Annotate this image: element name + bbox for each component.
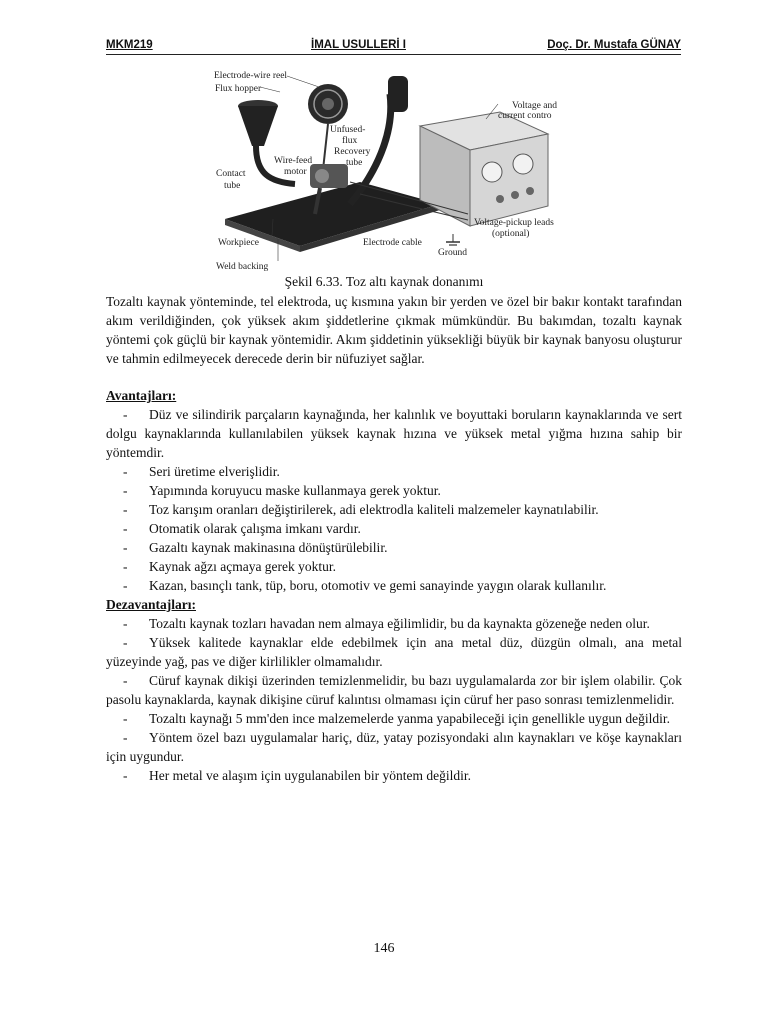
- course-title: İMAL USULLERİ I: [311, 39, 406, 51]
- list-item: [106, 709, 682, 728]
- list-dash: -: [123, 483, 128, 498]
- label-unfused-2: flux: [342, 136, 358, 146]
- label-unfused-1: Unfused-: [330, 125, 366, 135]
- reel-hub: [322, 98, 334, 110]
- intro-paragraph: Tozaltı kaynak yönteminde, tel elektroda, uç kısmına yakın bir yerden ve özel bir bakır kontakt tarafından akım verildiğinden, çok yüksek akım şiddetlerine çıkmak mümkündür. Bu bakımdan, tozaltı kaynak yöntemi çok güçlü bir kaynak yöntemidir. Akım şiddetinin yüksekliği büyük bir kaynak banyosu oluşturur ve tahmin edilmeyecek derecede derin bir nüfuziyet sağlar.: [106, 294, 682, 366]
- list-item-text: Tozaltı kaynağı 5 mm'den ince malzemelerde yanma yapabileceği için genellikle uygun değildir.: [149, 711, 671, 726]
- list-item-text: Kazan, basınçlı tank, tüp, boru, otomotiv ve gemi sanayinde yaygın olarak kullanılır.: [149, 578, 607, 593]
- author-name: Doç. Dr. Mustafa GÜNAY: [547, 39, 681, 51]
- figure-caption: Şekil 6.33. Toz altı kaynak donanımı: [284, 274, 484, 289]
- list-dash: -: [123, 407, 128, 422]
- leader-reel: [287, 76, 322, 88]
- list-item-text: Cüruf kaynak dikişi üzerinden temizlenmelidir, bu bazı uygulamalarda zor bir işlem olabilir. Çok pasolu kaynaklarda, kaynak dikişine cüruf kalıntısı olmaması için cüruf her paso sonrası temizlenmelidir.: [106, 673, 682, 707]
- list-item-text: Toz karışım oranları değiştirilerek, adi elektrodla kaliteli malzemeler kaynatılabilir.: [149, 502, 599, 517]
- control-knob-3: [526, 187, 534, 195]
- advantages-list: [106, 405, 682, 595]
- label-voltage-2: current contro: [498, 111, 552, 121]
- list-dash: -: [123, 673, 128, 688]
- list-item: [106, 557, 682, 576]
- label-wirefeed-2: motor: [284, 167, 307, 177]
- page-number: 146: [373, 941, 395, 956]
- list-item: [106, 481, 682, 500]
- recovery-unit: [388, 76, 408, 112]
- label-unfused-4: tube: [346, 158, 363, 168]
- list-dash: -: [123, 502, 128, 517]
- advantages-heading: Avantajları:: [106, 388, 177, 403]
- list-dash: -: [123, 768, 128, 783]
- body-text: [106, 292, 682, 785]
- list-item: [106, 576, 682, 595]
- list-item: [106, 538, 682, 557]
- label-flux-hopper: Flux hopper: [215, 84, 262, 94]
- label-voltage-1: Voltage and: [512, 101, 557, 111]
- control-knob-2: [511, 191, 519, 199]
- list-dash: -: [123, 464, 128, 479]
- label-pickup-2: (optional): [492, 229, 530, 239]
- list-item-text: Gazaltı kaynak makinasına dönüştürülebilir.: [149, 540, 388, 555]
- list-dash: -: [123, 616, 128, 631]
- list-dash: -: [123, 559, 128, 574]
- list-item: [106, 671, 682, 709]
- page-header: [106, 38, 681, 55]
- control-box-front: [470, 134, 548, 226]
- motor-roller: [315, 169, 329, 183]
- label-ground: Ground: [438, 248, 468, 258]
- control-knob-1: [496, 195, 504, 203]
- list-item: [106, 405, 682, 462]
- list-item-text: Yüksek kalitede kaynaklar elde edebilmek için ana metal düz, düzgün olmalı, ana metal yüzeyinde yağ, pas ve diğer kirlilikler olmamalıdır.: [106, 635, 682, 669]
- list-item: [106, 766, 682, 785]
- list-dash: -: [123, 521, 128, 536]
- disadvantages-heading: Dezavantajları:: [106, 597, 196, 612]
- label-workpiece: Workpiece: [218, 238, 259, 248]
- control-dial-1: [482, 162, 502, 182]
- list-item-text: Her metal ve alaşım için uygulanabilen bir yöntem değildir.: [149, 768, 472, 783]
- control-dial-2: [513, 154, 533, 174]
- list-item: [106, 728, 682, 766]
- list-item-text: Tozaltı kaynak tozları havadan nem almaya eğilimlidir, bu da kaynakta gözeneğe neden olur.: [149, 616, 650, 631]
- list-item: [106, 633, 682, 671]
- list-item: [106, 500, 682, 519]
- list-dash: -: [123, 578, 128, 593]
- label-contact-2: tube: [224, 181, 241, 191]
- list-item-text: Düz ve silindirik parçaların kaynağında, her kalınlık ve boyuttaki boruların kaynaklarında ve sert dolgu kaynaklarında kullanılabilen yüksek kaynak hızına ve yüksek metal yığma hızına sahip bir yöntemdir.: [106, 407, 682, 460]
- label-contact-1: Contact: [216, 169, 246, 179]
- list-item: [106, 462, 682, 481]
- spacer: [106, 368, 682, 386]
- list-item-text: Otomatik olarak çalışma imkanı vardır.: [149, 521, 361, 536]
- label-pickup-1: Voltage-pickup leads: [474, 218, 554, 228]
- welding-equipment-diagram: [200, 64, 590, 274]
- label-unfused-3: Recovery: [334, 147, 371, 157]
- list-dash: -: [123, 730, 128, 745]
- list-dash: -: [123, 540, 128, 555]
- label-wirefeed-1: Wire-feed: [274, 156, 313, 166]
- list-dash: -: [123, 711, 128, 726]
- label-electrode-wire-reel: Electrode-wire reel: [214, 71, 288, 81]
- leader-hopper: [260, 87, 280, 92]
- list-item-text: Seri üretime elverişlidir.: [149, 464, 280, 479]
- label-weld-backing: Weld backing: [216, 262, 269, 272]
- submerged-arc-welding-figure: [200, 64, 590, 274]
- list-item: [106, 519, 682, 538]
- disadvantages-list: [106, 614, 682, 785]
- course-code: MKM219: [106, 39, 153, 51]
- label-electrode-cable: Electrode cable: [363, 238, 422, 248]
- list-item-text: Yapımında koruyucu maske kullanmaya gerek yoktur.: [149, 483, 441, 498]
- list-item-text: Yöntem özel bazı uygulamalar hariç, düz, yatay pozisyondaki alın kaynakları ve köşe kaynakları için uygundur.: [106, 730, 682, 764]
- flux-hopper-body: [238, 106, 278, 146]
- list-item: [106, 614, 682, 633]
- list-dash: -: [123, 635, 128, 650]
- list-item-text: Kaynak ağzı açmaya gerek yoktur.: [149, 559, 337, 574]
